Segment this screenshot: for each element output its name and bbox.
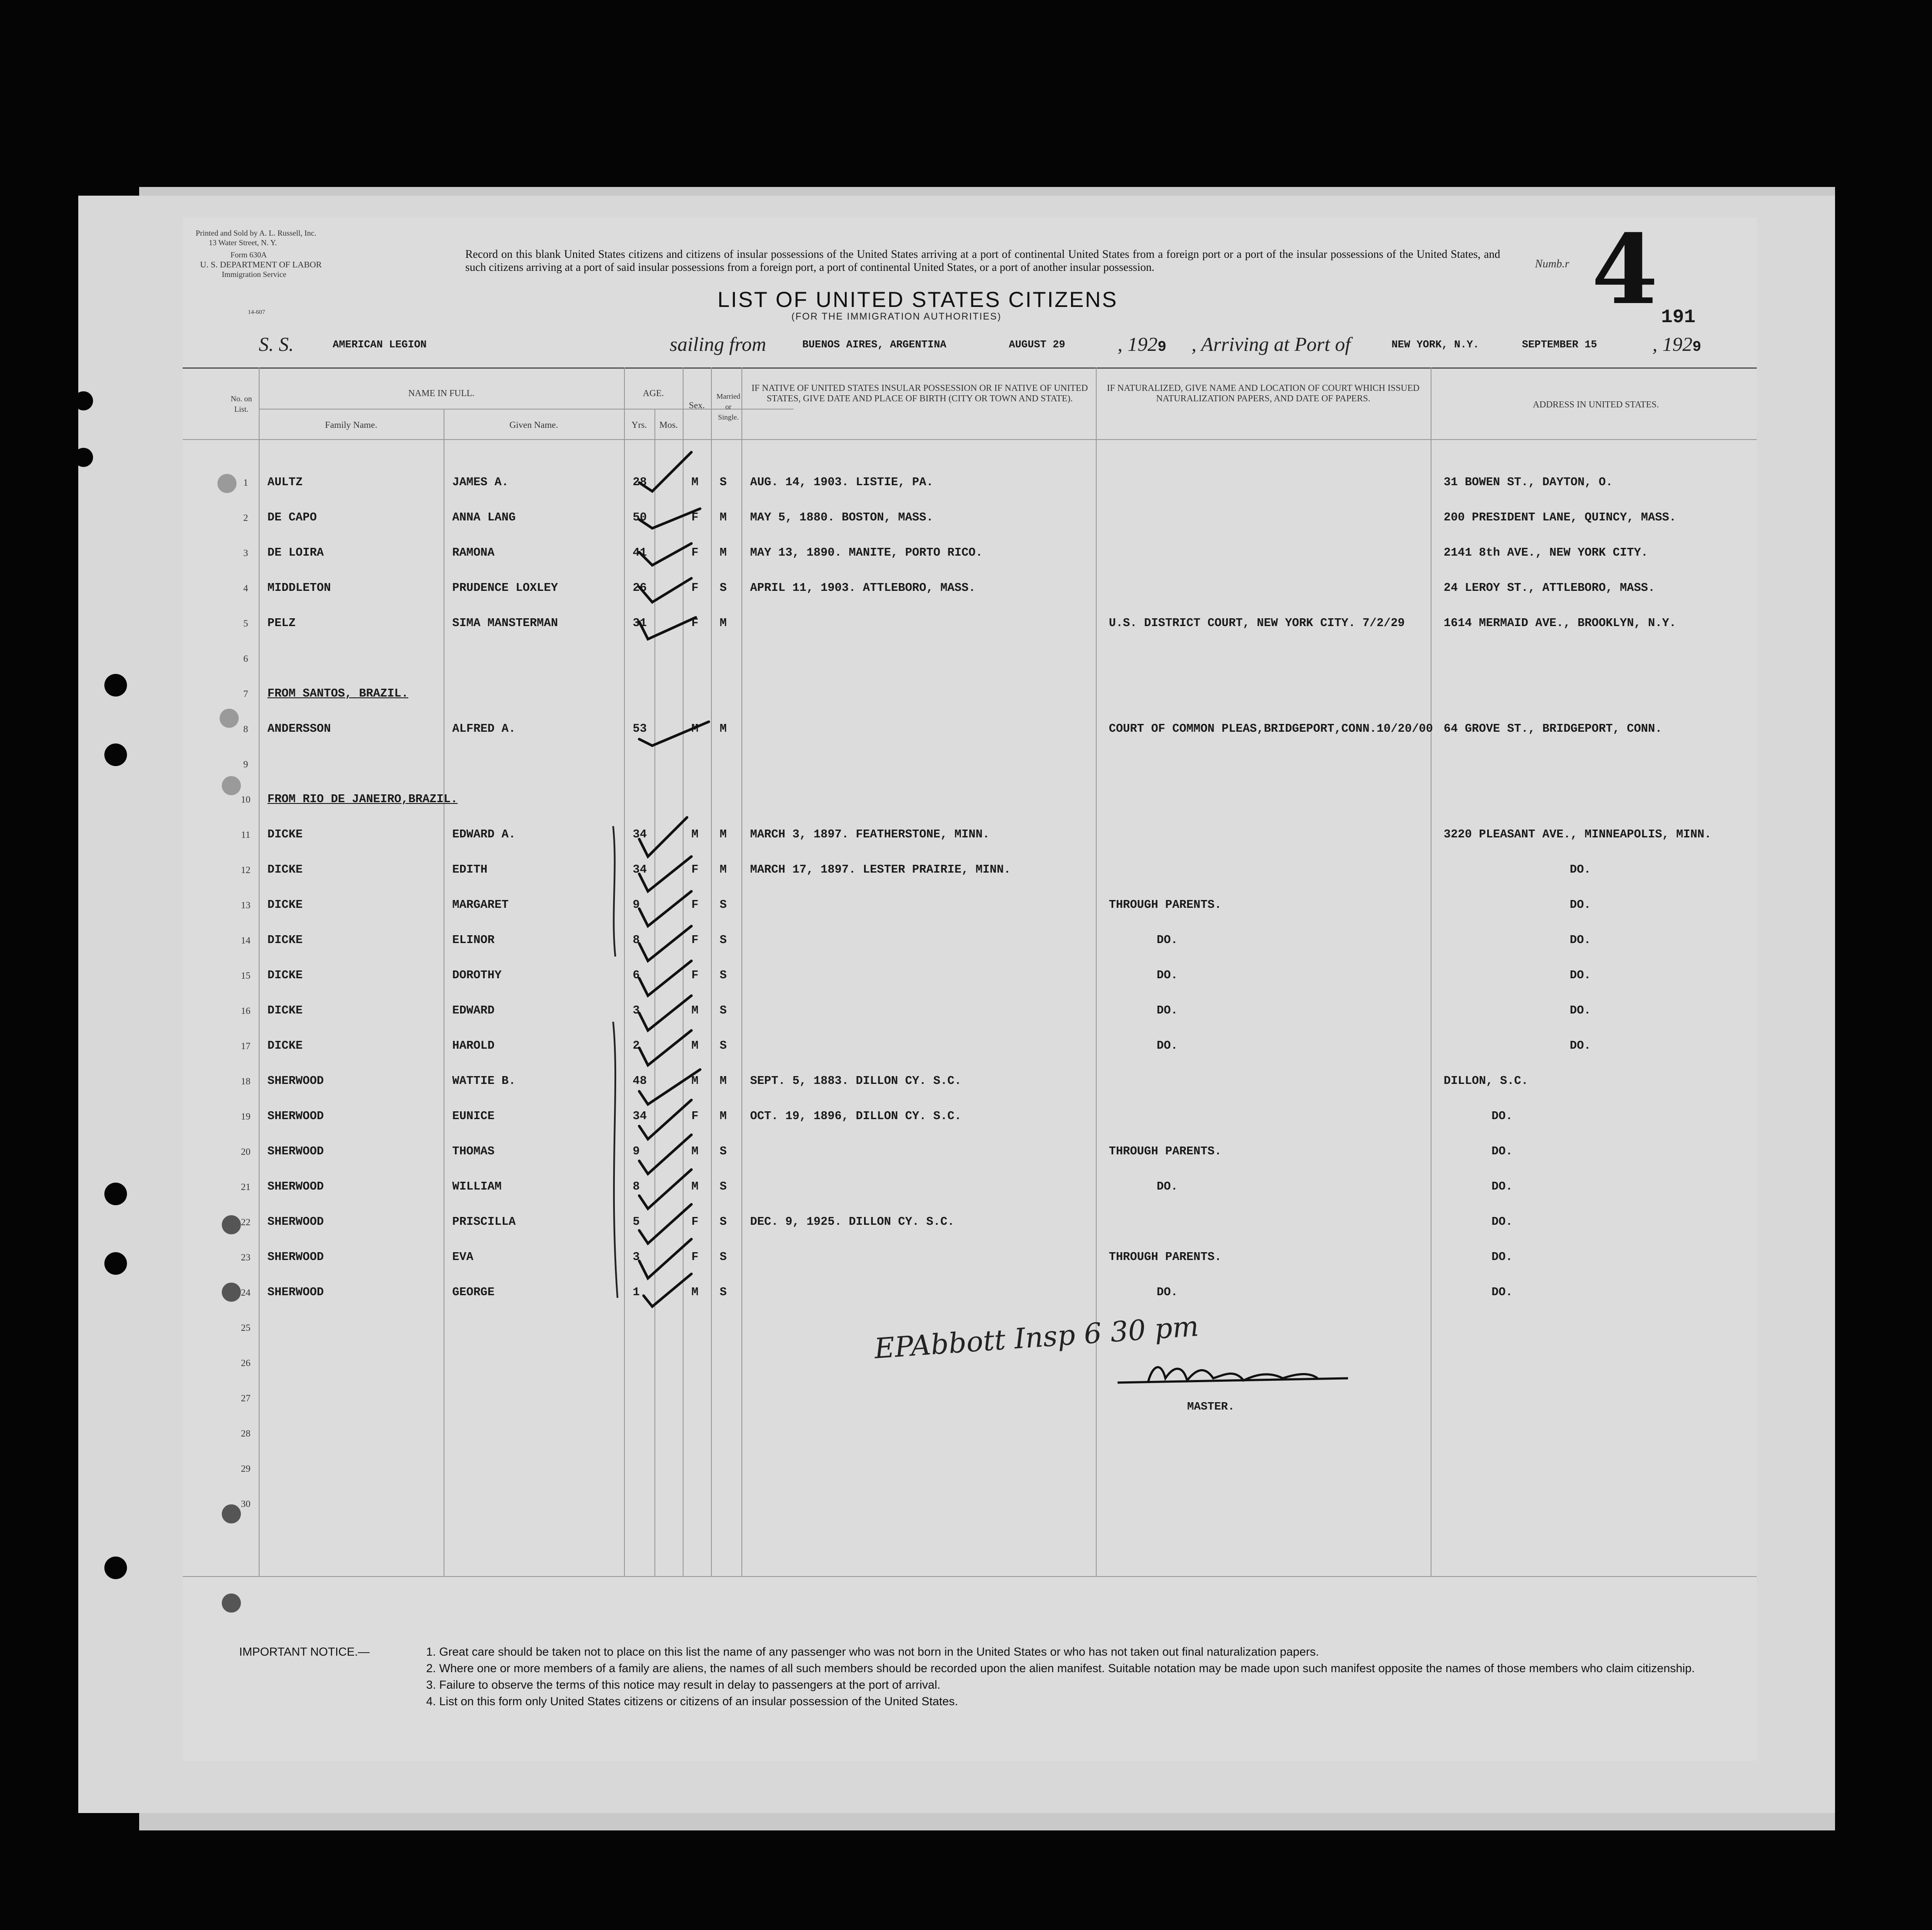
page-subtitle: (FOR THE IMMIGRATION AUTHORITIES) [791,311,1002,322]
row-number: 25 [241,1322,250,1333]
family-name-cell: SHERWOOD [267,1216,324,1229]
family-name-cell: SHERWOOD [267,1145,324,1158]
sex-cell: F [691,1216,699,1229]
row-number: 8 [243,723,248,734]
row-number: 13 [241,900,250,910]
birth-cell: APRIL 11, 1903. ATTLEBORO, MASS. [750,582,976,595]
form-code: 14-607 [248,309,265,316]
family-name-cell: SHERWOOD [267,1075,324,1088]
checkmark-icon [639,817,687,857]
marital-status-cell: M [720,617,727,630]
birth-cell: SEPT. 5, 1883. DILLON CY. S.C. [750,1075,962,1088]
row-number: 20 [241,1146,250,1157]
binder-hole [104,1252,127,1275]
row-number: 12 [241,864,250,875]
given-name-cell: EDWARD [452,1004,495,1017]
marital-status-cell: S [720,1145,727,1158]
notice-item: 1. Great care should be taken not to place on this list the name of any passenger who was not born in the United States or who has not taken out final naturalization papers. [426,1645,1319,1658]
age-years-cell: 5 [633,1216,640,1229]
col-mos: Mos. [659,420,678,430]
given-name-cell: WATTIE B. [452,1075,516,1088]
marital-status-cell: S [720,899,727,912]
family-name-cell: DICKE [267,969,303,982]
given-name-cell: SIMA MANSTERMAN [452,617,558,630]
family-name-cell: DE LOIRA [267,547,324,560]
sex-cell: F [691,617,699,630]
birth-cell: MARCH 3, 1897. FEATHERSTONE, MINN. [750,828,990,841]
age-years-cell: 34 [633,863,647,877]
col-yrs: Yrs. [631,420,647,430]
naturalization-cell: DO. [1157,1286,1178,1299]
marital-status-cell: M [720,863,727,877]
family-name-cell: DICKE [267,899,303,912]
address-cell: 3220 PLEASANT AVE., MINNEAPOLIS, MINN. [1444,828,1712,841]
address-cell: DO. [1570,1004,1591,1017]
col-birth: IF NATIVE OF UNITED STATES INSULAR POSSESSION OR IF NATIVE OF UNITED STATES, GIVE DATE AND PLACE OF BIRTH (CITY OR TOWN AND STATE). [751,383,1088,403]
marital-status-cell: S [720,1180,727,1193]
col-address: ADDRESS IN UNITED STATES. [1533,399,1659,410]
col-married-single: Married or Single. [716,392,741,421]
col-naturalized: IF NATURALIZED, GIVE NAME AND LOCATION OF COURT WHICH ISSUED NATURALIZATION PAPERS, AND DATE OF PAPERS. [1107,383,1420,403]
sailing-label: sailing from [670,333,766,355]
row-number: 22 [241,1217,250,1227]
family-name-cell: SHERWOOD [267,1180,324,1193]
address-cell: DO. [1570,969,1591,982]
given-name-cell: DOROTHY [452,969,502,982]
age-years-cell: 9 [633,1145,640,1158]
naturalization-cell: DO. [1157,1180,1178,1193]
handwritten-checkmarks [639,452,709,1307]
marital-status-cell: M [720,1110,727,1123]
age-years-cell: 1 [633,1286,640,1299]
master-signature [1113,1357,1357,1396]
intro-text: Record on this blank United States citizens and citizens of insular possessions of the United States arriving at a port of continental United States from a foreign port or a port of the insular possessions of the United States, and such citizens arriving at a port of said insular possessions from a foreign port, a port of continental United States, or a port of another insular possession. [465,248,1500,273]
row-number: 23 [241,1252,250,1263]
naturalization-cell: THROUGH PARENTS. [1109,899,1222,912]
family-name-cell: DE CAPO [267,511,317,524]
age-years-cell: 2 [633,1040,640,1053]
year-prefix-2: , 1929 [1652,333,1702,356]
sex-cell: M [691,828,699,841]
age-years-cell: 34 [633,828,647,841]
given-name-cell: ANNA LANG [452,511,516,524]
family-name-cell: MIDDLETON [267,582,331,595]
col-age: AGE. [643,388,664,398]
departure-date: AUGUST 29 [1009,339,1065,351]
marital-status-cell: M [720,723,727,736]
age-years-cell: 8 [633,1180,640,1193]
checkmark-icon [639,926,691,961]
checkmark-icon [639,1100,691,1139]
family-name-cell: DICKE [267,828,303,841]
naturalization-cell: DO. [1157,1004,1178,1017]
checkmark-icon [639,1239,691,1278]
given-name-cell: PRISCILLA [452,1216,516,1229]
age-years-cell: 3 [633,1251,640,1264]
address-cell: DO. [1570,863,1591,877]
notice-list [426,1643,1696,1710]
sex-cell: F [691,969,699,982]
marital-status-cell: S [720,582,727,595]
sex-cell: M [691,1286,699,1299]
checkmark-icon [639,1030,691,1065]
checkmark-icon [639,961,691,996]
marital-status-cell: M [720,547,727,560]
given-name-cell: EVA [452,1251,474,1264]
address-cell: 200 PRESIDENT LANE, QUINCY, MASS. [1444,511,1676,524]
marital-status-cell: S [720,1251,727,1264]
age-years-cell: 9 [633,899,640,912]
row-number: 29 [241,1463,250,1474]
row-number: 30 [241,1498,250,1509]
address-cell: DO. [1492,1145,1513,1158]
printer-line-1: Printed and Sold by A. L. Russell, Inc. [196,229,317,237]
address-cell: DO. [1570,934,1591,947]
ship-name: AMERICAN LEGION [333,339,427,351]
arrival-port: NEW YORK, N.Y. [1391,339,1479,351]
birth-cell: OCT. 19, 1896, DILLON CY. S.C. [750,1110,962,1123]
given-name-cell: GEORGE [452,1286,495,1299]
age-years-cell: 41 [633,547,647,560]
family-name-cell: ANDERSSON [267,723,331,736]
row-number: 16 [241,1005,250,1016]
age-years-cell: 53 [633,723,647,736]
given-name-cell: EDWARD A. [452,828,516,841]
family-name-cell: DICKE [267,934,303,947]
marital-status-cell: S [720,1286,727,1299]
checkmark-icon [639,509,700,528]
given-name-cell: ALFRED A. [452,723,516,736]
marital-status-cell: S [720,969,727,982]
marital-status-cell: S [720,1040,727,1053]
given-name-cell: JAMES A. [452,476,509,489]
family-name-cell: SHERWOOD [267,1251,324,1264]
row-number: 14 [241,935,250,946]
birth-cell: MAY 13, 1890. MANITE, PORTO RICO. [750,547,983,560]
family-name-cell: SHERWOOD [267,1286,324,1299]
stamp-circle [217,474,237,493]
stamp-circle [222,1283,241,1302]
row-number: 10 [241,794,250,805]
col-divider [259,367,260,1576]
sex-cell: M [691,1145,699,1158]
age-years-cell: 50 [633,511,647,524]
given-name-cell: MARGARET [452,899,509,912]
row-number: 26 [241,1357,250,1368]
birth-cell: DEC. 9, 1925. DILLON CY. S.C. [750,1216,954,1229]
sex-cell: F [691,934,699,947]
address-cell: 64 GROVE ST., BRIDGEPORT, CONN. [1444,723,1662,736]
col-no: No. on List. [230,394,252,413]
stamp-circle [222,776,241,795]
row-number: 19 [241,1111,250,1122]
row-number: 15 [241,970,250,981]
naturalization-cell: U.S. DISTRICT COURT, NEW YORK CITY. 7/2/29 [1109,617,1405,630]
naturalization-cell: COURT OF COMMON PLEAS,BRIDGEPORT,CONN.10/20/00 [1109,723,1433,736]
address-cell: DILLON, S.C. [1444,1075,1528,1088]
row-number: 11 [241,829,250,840]
stamp-circle [222,1215,241,1234]
binder-hole [104,743,127,766]
checkmark-icon [639,617,699,639]
binder-hole [74,448,93,467]
family-bracket [604,826,631,1300]
checkmark-icon [639,857,691,891]
age-years-cell: 34 [633,1110,647,1123]
marital-status-cell: M [720,828,727,841]
family-name-cell: DICKE [267,1040,303,1053]
address-cell: DO. [1492,1216,1513,1229]
port-heading: FROM RIO DE JANEIRO,BRAZIL. [267,793,458,806]
inspector-note: EPAbbott Insp 6 30 pm [873,1310,1200,1365]
given-name-cell: HAROLD [452,1040,495,1053]
checkmark-column [626,443,757,1309]
age-years-cell: 28 [633,476,647,489]
col-divider [1096,367,1097,1576]
binder-hole [74,391,93,410]
list-number: 4 [1592,213,1658,326]
name-age-subrule [259,409,794,410]
manifest-sheet [78,196,1835,1813]
arriving-label: , Arriving at Port of [1191,333,1351,355]
family-name-cell: PELZ [267,617,296,630]
address-cell: 24 LEROY ST., ATTLEBORO, MASS. [1444,582,1655,595]
family-name-cell: DICKE [267,863,303,877]
sex-cell: F [691,511,699,524]
marital-status-cell: S [720,1216,727,1229]
row-number: 28 [241,1428,250,1439]
age-years-cell: 3 [633,1004,640,1017]
notice-item: 2. Where one or more members of a family are aliens, the names of all such members should be recorded upon the alien manifest. Suitable notation may be made upon such manifest opposite the names of those members who claim citizenship. [426,1662,1695,1675]
address-cell: DO. [1492,1286,1513,1299]
row-number: 3 [243,547,248,558]
row-number: 5 [243,618,248,629]
row-number: 21 [241,1181,250,1192]
age-years-cell: 26 [633,582,647,595]
address-cell: DO. [1492,1180,1513,1193]
marital-status-cell: S [720,476,727,489]
address-cell: DO. [1492,1251,1513,1264]
family-name-cell: DICKE [267,1004,303,1017]
marital-status-cell: M [720,1075,727,1088]
sex-cell: F [691,547,699,560]
birth-cell: MAY 5, 1880. BOSTON, MASS. [750,511,934,524]
master-label: MASTER. [1187,1400,1235,1413]
table-header-rule [183,439,1757,440]
row-number: 24 [241,1287,250,1298]
given-name-cell: RAMONA [452,547,495,560]
binder-hole [104,1557,127,1579]
address-cell: DO. [1492,1110,1513,1123]
form-area [183,213,1757,1761]
sex-cell: M [691,723,699,736]
naturalization-cell: THROUGH PARENTS. [1109,1251,1222,1264]
notice-item: 3. Failure to observe the terms of this notice may result in delay to passengers at the port of arrival. [426,1678,941,1691]
sex-cell: F [691,582,699,595]
port-heading: FROM SANTOS, BRAZIL. [267,687,409,700]
col-given-name: Given Name. [509,420,558,430]
marital-status-cell: M [720,511,727,524]
binder-hole [104,1183,127,1205]
form-number: Form 630A [230,250,267,259]
address-cell: DO. [1570,899,1591,912]
given-name-cell: EDITH [452,863,488,877]
given-name-cell: PRUDENCE LOXLEY [452,582,558,595]
table-bottom-rule [183,1576,1757,1577]
family-name-cell: AULTZ [267,476,303,489]
birth-cell: AUG. 14, 1903. LISTIE, PA. [750,476,934,489]
row-number: 1 [243,477,248,488]
printer-line-2: 13 Water Street, N. Y. [209,238,277,247]
address-cell: 1614 MERMAID AVE., BROOKLYN, N.Y. [1444,617,1676,630]
marital-status-cell: S [720,1004,727,1017]
sex-cell: F [691,899,699,912]
page-title: LIST OF UNITED STATES CITIZENS [717,287,1118,312]
naturalization-cell: DO. [1157,969,1178,982]
stamp-circle [222,1504,241,1523]
departure-port: BUENOS AIRES, ARGENTINA [802,339,947,351]
arrival-date: SEPTEMBER 15 [1522,339,1597,351]
notice-item: 4. List on this form only United States citizens or citizens of an insular possession of the United States. [426,1695,958,1708]
given-name-cell: WILLIAM [452,1180,502,1193]
sex-cell: M [691,1075,699,1088]
stamp-circle [220,709,239,728]
row-number: 27 [241,1393,250,1403]
row-number: 7 [243,688,248,699]
sex-cell: F [691,1251,699,1264]
col-family-name: Family Name. [325,420,377,430]
age-years-cell: 6 [633,969,640,982]
checkmark-icon [639,996,691,1030]
department: U. S. DEPARTMENT OF LABOR [200,260,322,270]
naturalization-cell: DO. [1157,1040,1178,1053]
checkmark-icon [639,578,691,602]
address-cell: 31 BOWEN ST., DAYTON, O. [1444,476,1613,489]
sex-cell: F [691,863,699,877]
year-prefix-1: , 1929 [1118,333,1167,356]
checkmark-icon [644,1274,691,1307]
sex-cell: M [691,476,699,489]
checkmark-icon [639,891,691,926]
address-cell: 2141 8th AVE., NEW YORK CITY. [1444,547,1648,560]
col-name-in-full: NAME IN FULL. [408,388,475,398]
checkmark-icon [639,452,691,491]
age-years-cell: 8 [633,934,640,947]
sex-cell: M [691,1040,699,1053]
checkmark-icon [639,1135,691,1174]
sex-cell: F [691,1110,699,1123]
checkmark-icon [639,722,709,746]
given-name-cell: THOMAS [452,1145,495,1158]
given-name-cell: EUNICE [452,1110,495,1123]
address-cell: DO. [1570,1040,1591,1053]
row-number: 6 [243,653,248,664]
birth-cell: MARCH 17, 1897. LESTER PRAIRIE, MINN. [750,863,1011,877]
age-years-cell: 31 [633,617,647,630]
row-number: 18 [241,1076,250,1087]
row-number: 9 [243,759,248,770]
marital-status-cell: S [720,934,727,947]
row-number: 2 [243,512,248,523]
col-sex: Sex. [689,400,705,410]
binder-hole [104,674,127,697]
row-number: 4 [243,583,248,593]
checkmark-icon [639,1204,691,1243]
naturalization-cell: DO. [1157,934,1178,947]
table-top-rule [183,367,1757,369]
service: Immigration Service [222,270,287,279]
ss-label: S. S. [259,333,294,355]
number-label: Numb.r [1535,257,1569,270]
checkmark-icon [639,1170,691,1209]
row-number: 17 [241,1040,250,1051]
page-number: 191 [1661,307,1696,328]
family-name-cell: SHERWOOD [267,1110,324,1123]
notice-heading: IMPORTANT NOTICE.— [239,1645,370,1658]
sex-cell: M [691,1004,699,1017]
given-name-cell: ELINOR [452,934,495,947]
checkmark-icon [639,543,691,565]
age-years-cell: 48 [633,1075,647,1088]
stamp-circle [222,1593,241,1613]
sex-cell: M [691,1180,699,1193]
naturalization-cell: THROUGH PARENTS. [1109,1145,1222,1158]
